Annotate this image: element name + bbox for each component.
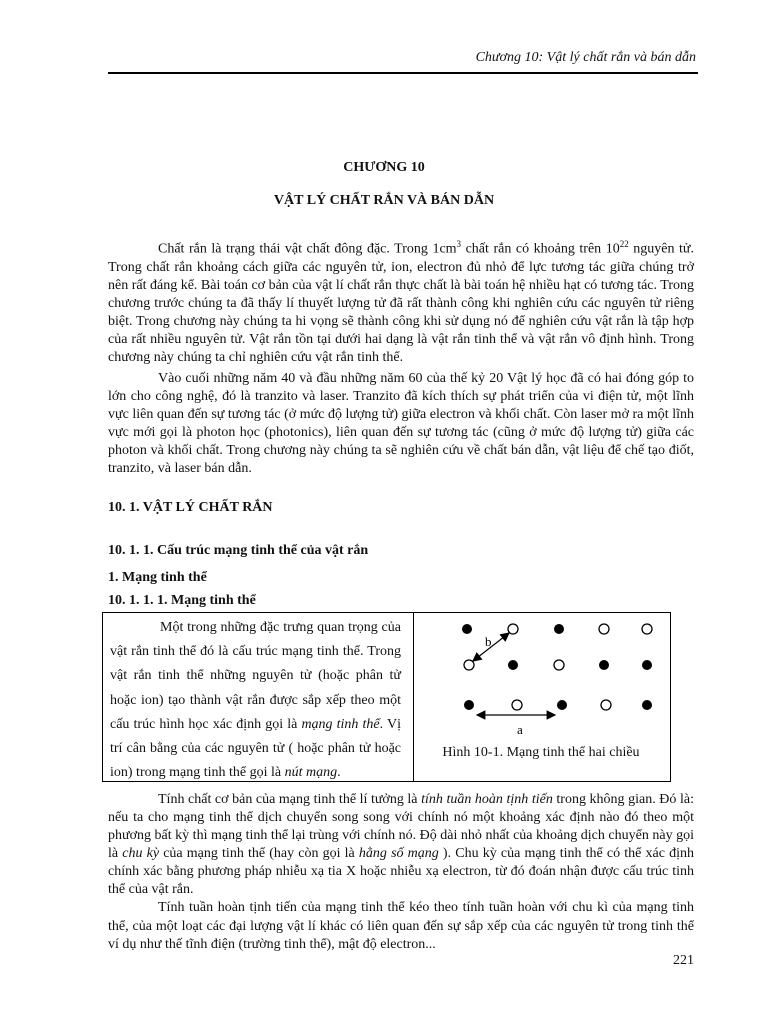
lattice-atom-hollow bbox=[642, 624, 652, 634]
figure-caption: Hình 10-1. Mạng tinh thể hai chiều bbox=[442, 745, 640, 760]
chapter-label: CHƯƠNG 10 bbox=[343, 160, 425, 175]
lattice-atom-hollow bbox=[554, 660, 564, 670]
superscript: 3 bbox=[456, 239, 462, 249]
lattice-atom-filled bbox=[642, 660, 652, 670]
lattice-atom-filled bbox=[557, 700, 567, 710]
lattice-atom-filled bbox=[464, 700, 474, 710]
page-number: 221 bbox=[673, 953, 694, 968]
paragraph-consequence: Tính tuần hoàn tịnh tiến của mạng tinh thể kéo theo tính tuần hoàn với chu kì của mạng tinh thể, của một loạt các đại lượng vật lí khác có liên quan đến sự sắp xếp của các nguyên tử trong tinh thể ví dụ như thế tĩnh điện (trường tinh thể), mật độ electron... bbox=[108, 900, 694, 952]
section-heading-3: 1. Mạng tinh thể bbox=[108, 570, 207, 585]
definition-box bbox=[102, 612, 671, 782]
lattice-atom-hollow bbox=[464, 660, 474, 670]
lattice-atom-filled bbox=[642, 700, 652, 710]
lattice-figure bbox=[421, 617, 661, 741]
lattice-label-a: a bbox=[517, 722, 523, 737]
lattice-atom-hollow bbox=[601, 700, 611, 710]
section-heading-4: 10. 1. 1. 1. Mạng tinh thể bbox=[108, 593, 256, 608]
lattice-atom-filled bbox=[599, 660, 609, 670]
lattice-label-b: b bbox=[485, 634, 492, 649]
running-header: Chương 10: Vật lý chất rắn và bán dẫn bbox=[475, 50, 696, 65]
section-heading-2: 10. 1. 1. Cấu trúc mạng tinh thể của vật rắn bbox=[108, 543, 369, 558]
header-rule bbox=[108, 72, 698, 74]
paragraph-periodicity: Tính chất cơ bản của mạng tinh thể lí tưởng là tính tuần hoàn tịnh tiến trong không gian. Đó là: nếu ta cho mạng tinh thể dịch chuyển song song với chính nó một khoảng xác định nào đó theo một phương bất kỳ thì mạng tinh thể lại trùng với chính nó. Độ dài nhỏ nhất của khoảng dịch chuyển này gọi là chu kỳ của mạng tinh thể (hay còn gọi là hằng số mạng ). Chu kỳ của mạng tinh thể có thể xác định chính xác bằng phương pháp nhiễu xạ tia X hoặc nhiễu xạ electron, từ đó đoán nhận được cấu trúc tinh thể của vật rắn. bbox=[108, 792, 694, 897]
paragraph-history: Vào cuối những năm 40 và đầu những năm 60 của thế kỷ 20 Vật lý học đã có hai đóng góp to lớn cho công nghệ, đó là tranzito và laser. Tranzito đã kích thích sự phát triển của vi điện tử, một lĩnh vực liên quan đến sự tương tác (ở mức độ lượng tử) giữa electron và khối chất. Còn laser mở ra một lĩnh vực mới gọi là photon học (photonics), liên quan đến sự tương tác (cũng ở mức độ lượng tử) giữa các photon và khối chất. Trong chương này chúng ta sẽ nghiên cứu về chất bán dẫn, vật liệu để chế tạo điốt, tranzito, và laser bán dẫn. bbox=[108, 371, 694, 476]
lattice-atom-hollow bbox=[512, 700, 522, 710]
lattice-atom-filled bbox=[554, 624, 564, 634]
box-text: Một trong những đặc trưng quan trọng của vật rắn tinh thể đó là cấu trúc mạng tinh thể. Trong vật rắn tinh thể những nguyên tử (hoặc phân tử hoặc ion) tạo thành vật rắn được sắp xếp theo một cấu trúc hình học xác định gọi là mạng tinh thể. Vị trí cân bằng của các nguyên tử ( hoặc phân tử hoặc ion) trong mạng tinh thể gọi là nút mạng. bbox=[110, 620, 401, 781]
lattice-atom-hollow bbox=[508, 624, 518, 634]
lattice-atom-filled bbox=[508, 660, 518, 670]
chapter-title: VẬT LÝ CHẤT RẮN VÀ BÁN DẪN bbox=[273, 193, 495, 208]
lattice-atom-filled bbox=[462, 624, 472, 634]
superscript: 22 bbox=[619, 239, 629, 249]
lattice-atom-hollow bbox=[599, 624, 609, 634]
section-heading-1: 10. 1. VẬT LÝ CHẤT RẮN bbox=[108, 500, 273, 515]
paragraph-intro: Chất rắn là trạng thái vật chất đông đặc. Trong $1cm^3$ chất rắn có khoảng trên $10^{22}$ nguyên tử. Trong chất rắn khoảng cách giữa các nguyên tử, ion, electron đủ nhỏ để lực tương tác giữa chúng trở nên rất đáng kể. Bài toán cơ bản của vật lí chất rắn thực chất là bài toán hệ nhiều hạt có tương tác. Trong chương trước chúng ta đã thấy lí thuyết lượng tử đã rất thành công khi nghiên cứu các nguyên tử riêng biệt. Trong chương này chúng ta hi vọng sẽ thành công khi sử dụng nó để nghiên cứu vật rắn là tập hợp của rất nhiều nguyên tử. Vật rắn tồn tại dưới hai dạng là vật rắn tinh thể và vật rắn vô định hình. Trong chương này chúng ta chỉ nghiên cứu vật rắn tinh thể. bbox=[108, 239, 694, 365]
box-divider bbox=[413, 613, 414, 781]
